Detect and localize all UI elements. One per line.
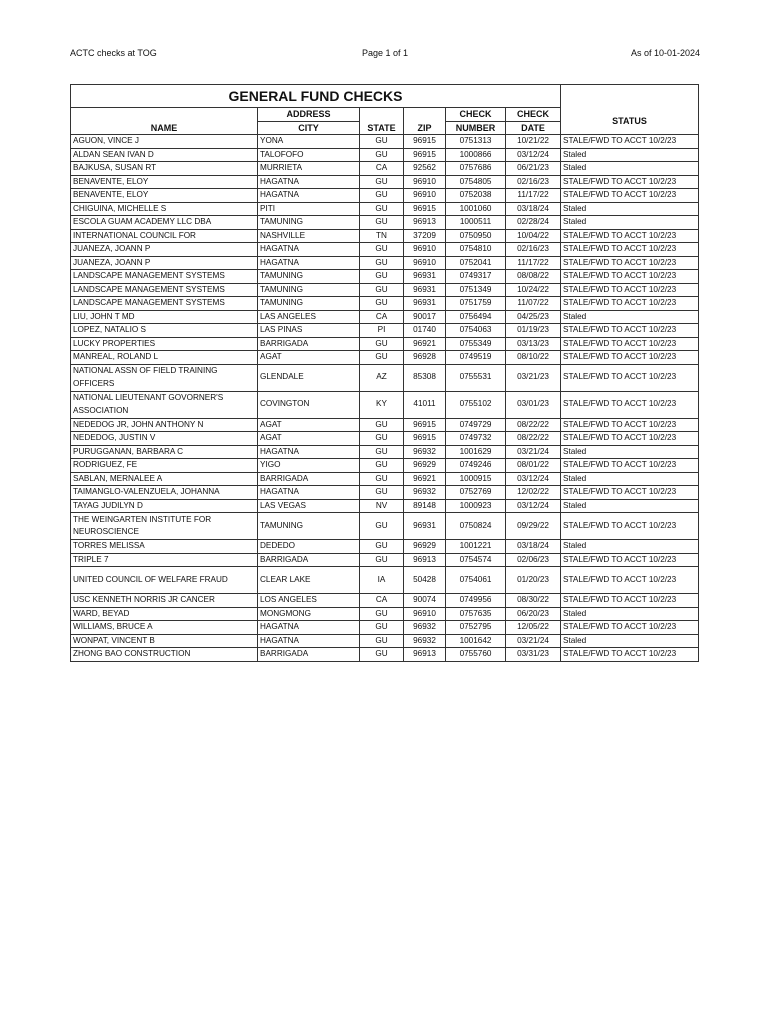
zip-cell: 96929 (404, 540, 446, 554)
check-number-cell: 0750824 (446, 513, 506, 540)
zip-cell: 96910 (404, 189, 446, 203)
check-date-cell: 01/20/23 (506, 567, 561, 594)
state-cell: AZ (360, 364, 404, 391)
col-status: STATUS (561, 108, 699, 135)
status-cell: STALE/FWD TO ACCT 10/2/23 (561, 229, 699, 243)
city-cell: AGAT (258, 418, 360, 432)
check-date-cell: 03/01/23 (506, 391, 561, 418)
check-date-cell: 01/19/23 (506, 324, 561, 338)
check-number-cell: 0756494 (446, 310, 506, 324)
city-cell: HAGATNA (258, 445, 360, 459)
city-cell: HAGATNA (258, 189, 360, 203)
city-cell: BARRIGADA (258, 472, 360, 486)
state-cell: CA (360, 594, 404, 608)
state-cell: GU (360, 256, 404, 270)
table-row (71, 621, 699, 635)
table-row (71, 540, 699, 554)
col-number: NUMBER (446, 121, 506, 135)
state-cell: GU (360, 337, 404, 351)
state-cell: IA (360, 567, 404, 594)
check-number-cell: 0749729 (446, 418, 506, 432)
status-cell: STALE/FWD TO ACCT 10/2/23 (561, 135, 699, 149)
state-cell: GU (360, 189, 404, 203)
name-cell: BAJKUSA, SUSAN RT (71, 162, 258, 176)
check-date-cell: 06/20/23 (506, 607, 561, 621)
table-row (71, 634, 699, 648)
state-cell: GU (360, 445, 404, 459)
city-cell: NASHVILLE (258, 229, 360, 243)
check-date-cell: 10/04/22 (506, 229, 561, 243)
status-cell: STALE/FWD TO ACCT 10/2/23 (561, 175, 699, 189)
check-number-cell: 0749956 (446, 594, 506, 608)
table-row (71, 391, 699, 418)
status-cell: STALE/FWD TO ACCT 10/2/23 (561, 459, 699, 473)
name-cell: JUANEZA, JOANN P (71, 256, 258, 270)
check-date-cell: 03/12/24 (506, 148, 561, 162)
col-state: STATE (360, 108, 404, 135)
table-row (71, 607, 699, 621)
check-date-cell: 04/25/23 (506, 310, 561, 324)
state-cell: GU (360, 621, 404, 635)
city-cell: AGAT (258, 351, 360, 365)
table-row (71, 189, 699, 203)
state-cell: GU (360, 351, 404, 365)
name-cell: BENAVENTE, ELOY (71, 175, 258, 189)
check-number-cell: 1001629 (446, 445, 506, 459)
status-cell: STALE/FWD TO ACCT 10/2/23 (561, 256, 699, 270)
city-cell: HAGATNA (258, 175, 360, 189)
table-row (71, 472, 699, 486)
name-cell: JUANEZA, JOANN P (71, 243, 258, 257)
table-row (71, 175, 699, 189)
table-row (71, 148, 699, 162)
col-check: CHECK (446, 108, 506, 122)
status-cell: STALE/FWD TO ACCT 10/2/23 (561, 324, 699, 338)
table-row (71, 162, 699, 176)
zip-cell: 01740 (404, 324, 446, 338)
status-cell: STALE/FWD TO ACCT 10/2/23 (561, 418, 699, 432)
city-cell: HAGATNA (258, 486, 360, 500)
name-cell: TRIPLE 7 (71, 553, 258, 567)
table-row (71, 202, 699, 216)
state-cell: GU (360, 432, 404, 446)
state-cell: GU (360, 486, 404, 500)
status-cell: STALE/FWD TO ACCT 10/2/23 (561, 243, 699, 257)
name-cell: NEDEDOG JR, JOHN ANTHONY N (71, 418, 258, 432)
check-number-cell: 0755760 (446, 648, 506, 662)
state-cell: GU (360, 243, 404, 257)
check-number-cell: 0755349 (446, 337, 506, 351)
zip-cell: 96913 (404, 216, 446, 230)
state-cell: GU (360, 553, 404, 567)
status-cell: STALE/FWD TO ACCT 10/2/23 (561, 270, 699, 284)
name-cell: TAIMANGLO-VALENZUELA, JOHANNA (71, 486, 258, 500)
state-cell: KY (360, 391, 404, 418)
zip-cell: 90017 (404, 310, 446, 324)
zip-cell: 96932 (404, 634, 446, 648)
name-cell: LUCKY PROPERTIES (71, 337, 258, 351)
state-cell: GU (360, 216, 404, 230)
name-cell: MANREAL, ROLAND L (71, 351, 258, 365)
state-cell: GU (360, 148, 404, 162)
city-cell: DEDEDO (258, 540, 360, 554)
zip-cell: 96910 (404, 243, 446, 257)
zip-cell: 96931 (404, 513, 446, 540)
check-number-cell: 0752769 (446, 486, 506, 500)
check-number-cell: 1000915 (446, 472, 506, 486)
table-row (71, 513, 699, 540)
name-cell: USC KENNETH NORRIS JR CANCER (71, 594, 258, 608)
name-cell: BENAVENTE, ELOY (71, 189, 258, 203)
name-cell: WONPAT, VINCENT B (71, 634, 258, 648)
col-address: ADDRESS (258, 108, 360, 122)
state-cell: GU (360, 472, 404, 486)
as-of-date: As of 10-01-2024 (630, 48, 700, 58)
check-date-cell: 03/31/23 (506, 648, 561, 662)
table-row (71, 337, 699, 351)
table-title: GENERAL FUND CHECKS (71, 85, 561, 108)
status-cell: STALE/FWD TO ACCT 10/2/23 (561, 189, 699, 203)
table-row (71, 135, 699, 149)
table-row (71, 324, 699, 338)
col-zip: ZIP (404, 108, 446, 135)
state-cell: PI (360, 324, 404, 338)
table-row (71, 553, 699, 567)
state-cell: GU (360, 607, 404, 621)
zip-cell: 89148 (404, 499, 446, 513)
col-check2: CHECK (506, 108, 561, 122)
table-row (71, 445, 699, 459)
status-cell: Staled (561, 499, 699, 513)
check-number-cell: 0754805 (446, 175, 506, 189)
zip-cell: 90074 (404, 594, 446, 608)
check-date-cell: 09/29/22 (506, 513, 561, 540)
name-cell: THE WEINGARTEN INSTITUTE FOR NEUROSCIENCE (71, 513, 258, 540)
table-row (71, 229, 699, 243)
status-cell: STALE/FWD TO ACCT 10/2/23 (561, 594, 699, 608)
check-number-cell: 1001060 (446, 202, 506, 216)
check-number-cell: 1000866 (446, 148, 506, 162)
state-cell: CA (360, 310, 404, 324)
name-cell: LOPEZ, NATALIO S (71, 324, 258, 338)
status-cell: STALE/FWD TO ACCT 10/2/23 (561, 432, 699, 446)
check-number-cell: 0755102 (446, 391, 506, 418)
check-date-cell: 03/21/23 (506, 364, 561, 391)
zip-cell: 96932 (404, 445, 446, 459)
zip-cell: 96928 (404, 351, 446, 365)
table-row (71, 351, 699, 365)
status-cell: STALE/FWD TO ACCT 10/2/23 (561, 297, 699, 311)
name-cell: TAYAG JUDILYN D (71, 499, 258, 513)
state-cell: GU (360, 634, 404, 648)
table-row (71, 256, 699, 270)
table-row (71, 432, 699, 446)
check-date-cell: 02/06/23 (506, 553, 561, 567)
status-cell: Staled (561, 540, 699, 554)
check-date-cell: 11/07/22 (506, 297, 561, 311)
check-date-cell: 08/10/22 (506, 351, 561, 365)
name-cell: LANDSCAPE MANAGEMENT SYSTEMS (71, 283, 258, 297)
general-fund-checks-table (70, 84, 699, 662)
zip-cell: 96915 (404, 418, 446, 432)
status-cell: STALE/FWD TO ACCT 10/2/23 (561, 283, 699, 297)
check-date-cell: 10/24/22 (506, 283, 561, 297)
status-cell: STALE/FWD TO ACCT 10/2/23 (561, 364, 699, 391)
check-number-cell: 0752038 (446, 189, 506, 203)
col-name: NAME (71, 108, 258, 135)
zip-cell: 96931 (404, 270, 446, 284)
table-row (71, 486, 699, 500)
table-row (71, 216, 699, 230)
check-number-cell: 0754810 (446, 243, 506, 257)
check-date-cell: 06/21/23 (506, 162, 561, 176)
report-label: ACTC checks at TOG (70, 48, 157, 58)
check-date-cell: 03/21/24 (506, 445, 561, 459)
city-cell: LAS PINAS (258, 324, 360, 338)
name-cell: LANDSCAPE MANAGEMENT SYSTEMS (71, 297, 258, 311)
table-row (71, 594, 699, 608)
status-cell: Staled (561, 634, 699, 648)
table-body (71, 135, 699, 662)
status-cell: STALE/FWD TO ACCT 10/2/23 (561, 567, 699, 594)
check-number-cell: 0749246 (446, 459, 506, 473)
name-cell: UNITED COUNCIL OF WELFARE FRAUD (71, 567, 258, 594)
zip-cell: 96910 (404, 607, 446, 621)
state-cell: GU (360, 648, 404, 662)
status-cell: STALE/FWD TO ACCT 10/2/23 (561, 553, 699, 567)
city-cell: HAGATNA (258, 621, 360, 635)
city-cell: YONA (258, 135, 360, 149)
zip-cell: 96921 (404, 337, 446, 351)
check-date-cell: 02/28/24 (506, 216, 561, 230)
name-cell: AGUON, VINCE J (71, 135, 258, 149)
check-number-cell: 0751349 (446, 283, 506, 297)
zip-cell: 96931 (404, 283, 446, 297)
col-date: DATE (506, 121, 561, 135)
state-cell: GU (360, 297, 404, 311)
check-date-cell: 02/16/23 (506, 175, 561, 189)
zip-cell: 96913 (404, 648, 446, 662)
city-cell: LAS ANGELES (258, 310, 360, 324)
city-cell: LAS VEGAS (258, 499, 360, 513)
name-cell: LANDSCAPE MANAGEMENT SYSTEMS (71, 270, 258, 284)
check-number-cell: 0749732 (446, 432, 506, 446)
status-cell: Staled (561, 202, 699, 216)
check-number-cell: 1001221 (446, 540, 506, 554)
state-cell: GU (360, 540, 404, 554)
city-cell: MONGMONG (258, 607, 360, 621)
check-date-cell: 02/16/23 (506, 243, 561, 257)
table-row (71, 310, 699, 324)
state-cell: GU (360, 283, 404, 297)
zip-cell: 96932 (404, 486, 446, 500)
zip-cell: 96921 (404, 472, 446, 486)
zip-cell: 96910 (404, 175, 446, 189)
check-date-cell: 08/30/22 (506, 594, 561, 608)
city-cell: HAGATNA (258, 256, 360, 270)
zip-cell: 96929 (404, 459, 446, 473)
check-date-cell: 03/12/24 (506, 499, 561, 513)
name-cell: SABLAN, MERNALEE A (71, 472, 258, 486)
zip-cell: 96932 (404, 621, 446, 635)
check-number-cell: 0749317 (446, 270, 506, 284)
table-row (71, 459, 699, 473)
city-cell: CLEAR LAKE (258, 567, 360, 594)
city-cell: PITI (258, 202, 360, 216)
status-cell: Staled (561, 310, 699, 324)
city-cell: TAMUNING (258, 513, 360, 540)
check-number-cell: 0752041 (446, 256, 506, 270)
status-cell: Staled (561, 148, 699, 162)
check-date-cell: 03/18/24 (506, 540, 561, 554)
status-cell: STALE/FWD TO ACCT 10/2/23 (561, 351, 699, 365)
name-cell: WILLIAMS, BRUCE A (71, 621, 258, 635)
check-date-cell: 03/12/24 (506, 472, 561, 486)
zip-cell: 96915 (404, 135, 446, 149)
status-cell: Staled (561, 445, 699, 459)
check-number-cell: 0754574 (446, 553, 506, 567)
zip-cell: 96915 (404, 432, 446, 446)
city-cell: GLENDALE (258, 364, 360, 391)
table-row (71, 567, 699, 594)
table-row (71, 499, 699, 513)
city-cell: TAMUNING (258, 283, 360, 297)
check-date-cell: 11/17/22 (506, 189, 561, 203)
check-date-cell: 08/08/22 (506, 270, 561, 284)
name-cell: NATIONAL LIEUTENANT GOVORNER'S ASSOCIATION (71, 391, 258, 418)
check-number-cell: 0757686 (446, 162, 506, 176)
check-number-cell: 0754063 (446, 324, 506, 338)
table-row (71, 270, 699, 284)
table-row (71, 648, 699, 662)
status-cell: STALE/FWD TO ACCT 10/2/23 (561, 513, 699, 540)
zip-cell: 85308 (404, 364, 446, 391)
check-number-cell: 0755531 (446, 364, 506, 391)
city-cell: TAMUNING (258, 216, 360, 230)
name-cell: NATIONAL ASSN OF FIELD TRAINING OFFICERS (71, 364, 258, 391)
status-cell: STALE/FWD TO ACCT 10/2/23 (561, 337, 699, 351)
check-number-cell: 0750950 (446, 229, 506, 243)
check-date-cell: 12/02/22 (506, 486, 561, 500)
name-cell: PURUGGANAN, BARBARA C (71, 445, 258, 459)
state-cell: GU (360, 202, 404, 216)
city-cell: AGAT (258, 432, 360, 446)
state-cell: GU (360, 459, 404, 473)
check-date-cell: 08/22/22 (506, 418, 561, 432)
zip-cell: 96931 (404, 297, 446, 311)
name-cell: INTERNATIONAL COUNCIL FOR (71, 229, 258, 243)
table-row (71, 297, 699, 311)
city-cell: TAMUNING (258, 270, 360, 284)
name-cell: CHIGUINA, MICHELLE S (71, 202, 258, 216)
check-date-cell: 03/21/24 (506, 634, 561, 648)
check-number-cell: 1001642 (446, 634, 506, 648)
table-row (71, 243, 699, 257)
name-cell: LIU, JOHN T MD (71, 310, 258, 324)
zip-cell: 96915 (404, 148, 446, 162)
check-date-cell: 08/01/22 (506, 459, 561, 473)
status-cell: STALE/FWD TO ACCT 10/2/23 (561, 648, 699, 662)
state-cell: TN (360, 229, 404, 243)
state-cell: GU (360, 175, 404, 189)
status-cell: STALE/FWD TO ACCT 10/2/23 (561, 391, 699, 418)
status-cell: STALE/FWD TO ACCT 10/2/23 (561, 621, 699, 635)
check-date-cell: 03/13/23 (506, 337, 561, 351)
check-number-cell: 0752795 (446, 621, 506, 635)
state-cell: NV (360, 499, 404, 513)
check-date-cell: 10/21/22 (506, 135, 561, 149)
zip-cell: 50428 (404, 567, 446, 594)
zip-cell: 96913 (404, 553, 446, 567)
state-cell: CA (360, 162, 404, 176)
status-cell: Staled (561, 472, 699, 486)
state-cell: GU (360, 270, 404, 284)
zip-cell: 92562 (404, 162, 446, 176)
table-row (71, 418, 699, 432)
city-cell: TAMUNING (258, 297, 360, 311)
zip-cell: 96915 (404, 202, 446, 216)
status-cell: STALE/FWD TO ACCT 10/2/23 (561, 486, 699, 500)
state-cell: GU (360, 418, 404, 432)
check-number-cell: 1000511 (446, 216, 506, 230)
table-row (71, 364, 699, 391)
zip-cell: 37209 (404, 229, 446, 243)
col-city: CITY (258, 121, 360, 135)
city-cell: HAGATNA (258, 634, 360, 648)
city-cell: YIGO (258, 459, 360, 473)
name-cell: ALDAN SEAN IVAN D (71, 148, 258, 162)
check-number-cell: 0749519 (446, 351, 506, 365)
check-number-cell: 0754061 (446, 567, 506, 594)
city-cell: BARRIGADA (258, 648, 360, 662)
city-cell: MURRIETA (258, 162, 360, 176)
name-cell: NEDEDOG, JUSTIN V (71, 432, 258, 446)
check-number-cell: 0757635 (446, 607, 506, 621)
check-date-cell: 11/17/22 (506, 256, 561, 270)
city-cell: HAGATNA (258, 243, 360, 257)
name-cell: ZHONG BAO CONSTRUCTION (71, 648, 258, 662)
status-cell: Staled (561, 162, 699, 176)
check-number-cell: 1000923 (446, 499, 506, 513)
state-cell: GU (360, 513, 404, 540)
state-cell: GU (360, 135, 404, 149)
city-cell: BARRIGADA (258, 337, 360, 351)
table-row (71, 283, 699, 297)
check-date-cell: 08/22/22 (506, 432, 561, 446)
name-cell: WARD, BEYAD (71, 607, 258, 621)
city-cell: TALOFOFO (258, 148, 360, 162)
zip-cell: 41011 (404, 391, 446, 418)
city-cell: COVINGTON (258, 391, 360, 418)
city-cell: LOS ANGELES (258, 594, 360, 608)
city-cell: BARRIGADA (258, 553, 360, 567)
name-cell: RODRIGUEZ, FE (71, 459, 258, 473)
status-cell: Staled (561, 216, 699, 230)
check-date-cell: 03/18/24 (506, 202, 561, 216)
check-number-cell: 0751313 (446, 135, 506, 149)
name-cell: TORRES MELISSA (71, 540, 258, 554)
page-number: Page 1 of 1 (361, 48, 409, 58)
status-cell: Staled (561, 607, 699, 621)
name-cell: ESCOLA GUAM ACADEMY LLC DBA (71, 216, 258, 230)
check-number-cell: 0751759 (446, 297, 506, 311)
zip-cell: 96910 (404, 256, 446, 270)
check-date-cell: 12/05/22 (506, 621, 561, 635)
